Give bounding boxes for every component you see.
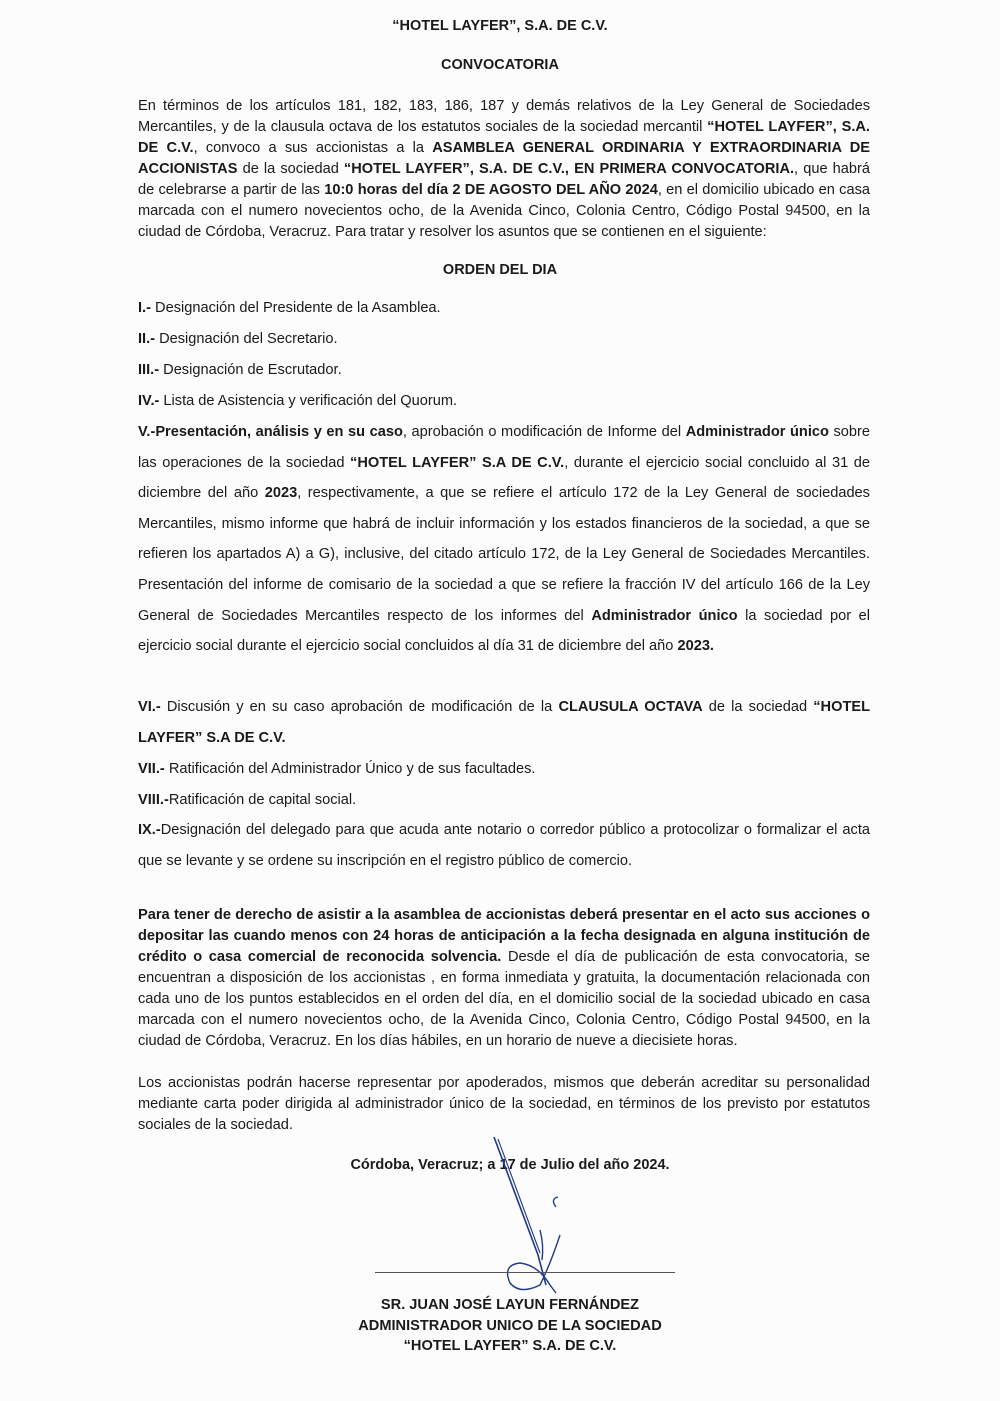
- agenda-item-number: I.-: [138, 300, 151, 316]
- signature-icon: [480, 1135, 590, 1305]
- agenda-item-7: [138, 761, 870, 777]
- agenda-item-text: Designación del delegado para que acuda ante notario o corredor público a protocolizar o formalizar el acta que se levante y se ordene su inscripción en el registro público de comercio.: [138, 822, 870, 869]
- agenda-item-number: VIII.-: [138, 792, 169, 808]
- attendance-paragraph: [138, 905, 870, 1052]
- agenda-bold: Presentación, análisis y en su caso: [155, 424, 403, 440]
- assembly-type: ASAMBLEA GENERAL ORDINARIA Y EXTRAORDINARIA DE ACCIONISTAS: [138, 140, 870, 177]
- agenda-bold: Administrador único: [685, 424, 829, 440]
- agenda-bold: CLAUSULA OCTAVA: [558, 699, 703, 715]
- agenda-item-text: sobre las operaciones de la sociedad: [138, 424, 871, 471]
- intro-text-2: , convoco a sus accionistas a la: [193, 140, 433, 156]
- agenda-item-number: IX.-: [138, 822, 161, 838]
- first-call: “HOTEL LAYFER”, S.A. DE C.V., EN PRIMERA CONVOCATORIA.: [343, 161, 795, 177]
- agenda-item-text: , aprobación o modificación de Informe del: [402, 424, 686, 440]
- agenda-item-text: la sociedad por el ejercicio social durante el ejercicio social concluidos al día 31 de diciembre del año: [138, 607, 871, 655]
- agenda-item-text: Designación de Escrutador.: [159, 362, 342, 378]
- intro-text-5: , en el domicilio ubicado en casa marcada con el numero novecientos ocho, de la Avenida Cinco, Colonia Centro, Código Postal 94500, en la ciudad de Córdoba, Veracruz. Para tratar y resolver los asuntos que se contienen en el siguiente:: [138, 182, 871, 240]
- agenda-item-3: [138, 362, 870, 378]
- agenda-item-number: VI.-: [138, 699, 161, 715]
- attendance-requirement: Para tener de derecho de asistir a la asamblea de accionistas deberá presentar en el acto sus acciones o depositar las cuando menos con 24 horas de anticipación a la fecha designada en alguna institución de crédito o casa comercial de reconocida solvencia.: [138, 907, 870, 965]
- agenda-item-number: III.-: [138, 362, 160, 378]
- agenda-item-text: Lista de Asistencia y verificación del Quorum.: [159, 393, 458, 409]
- meeting-datetime: 10:0 horas del día 2 DE AGOSTO DEL AÑO 2024: [324, 182, 658, 198]
- agenda-item-4: [138, 393, 870, 409]
- agenda-bold: 2023: [264, 485, 298, 502]
- place-date: Córdoba, Veracruz; a 17 de Julio del año 2024.: [350, 1157, 670, 1173]
- agenda-item-5: [138, 417, 870, 662]
- agenda-item-9: [138, 815, 870, 876]
- agenda-item-2: [138, 331, 870, 347]
- company-header: “HOTEL LAYFER”, S.A. DE C.V.: [392, 18, 608, 34]
- agenda-item-text: de la sociedad: [702, 699, 814, 715]
- agenda-item-number: VII.-: [138, 761, 165, 777]
- agenda-item-text: , respectivamente, a que se refiere el artículo 172 de la Ley General de sociedades Mercantiles, mismo informe que habrá de incluir información y los estados financieros de la sociedad, a que se refieren los apartados A) a G), inclusive, del citado artículo 172, de la Ley General de Sociedades Mercantiles. Presentación del informe de comisario de la sociedad a que se refiere la fracción IV del artículo 166 de la Ley General de Sociedades Mercantiles respecto de los informes del: [138, 485, 870, 624]
- agenda-item-8: [138, 792, 870, 808]
- agenda-item-text: , durante el ejercicio social concluido al 31 de diciembre del año: [138, 454, 871, 502]
- agenda-item-1: [138, 300, 870, 316]
- agenda-item-number: IV.-: [138, 393, 160, 409]
- agenda-item-6: [138, 692, 870, 753]
- agenda-bold: “HOTEL LAYFER” S.A DE C.V.: [138, 699, 871, 746]
- agenda-item-text: Designación del Presidente de la Asamblea.: [150, 300, 441, 316]
- intro-text-1: En términos de los artículos 181, 182, 183, 186, 187 y demás relativos de la Ley General de Sociedades Mercantiles, y de la clausula octava de los estatutos sociales de la sociedad mercantil: [138, 98, 870, 135]
- attendance-text: Desde el día de publicación de esta convocatoria, se encuentran a disposición de los accionistas , en forma inmediata y gratuita, la documentación relacionada con cada uno de los puntos establecidos en el orden del día, en el domicilio social de la sociedad ubicado en casa marcada con el numero novecientos ocho, de la Avenida Cinco, Colonia Centro, Código Postal 94500, en la ciudad de Córdoba, Veracruz. En los días hábiles, en un horario de nueve a diecisiete horas.: [138, 949, 870, 1049]
- signer-company: “HOTEL LAYFER” S.A. DE C.V.: [403, 1338, 617, 1354]
- intro-text-4: , que habrá de celebrarse a partir de las: [138, 161, 870, 198]
- proxy-paragraph: Los accionistas podrán hacerse representar por apoderados, mismos que deberán acreditar su personalidad mediante carta poder dirigida al administrador único de la sociedad, en términos de los previsto por estatutos sociales de la sociedad.: [138, 1075, 870, 1133]
- signer-role: ADMINISTRADOR UNICO DE LA SOCIEDAD: [358, 1318, 662, 1334]
- agenda-item-number: V.-: [138, 424, 156, 440]
- agenda-bold: “HOTEL LAYFER” S.A DE C.V.: [350, 454, 565, 471]
- agenda-item-text: Ratificación del Administrador Único y de sus facultades.: [164, 761, 536, 777]
- signature-line: [375, 1272, 675, 1273]
- agenda-item-text: Discusión y en su caso aprobación de modificación de la: [160, 699, 559, 715]
- document-title: CONVOCATORIA: [441, 57, 559, 73]
- agenda-item-text: Ratificación de capital social.: [168, 792, 357, 808]
- intro-text-3: de la sociedad: [237, 161, 344, 177]
- signer-name: SR. JUAN JOSÉ LAYUN FERNÁNDEZ: [380, 1297, 640, 1313]
- agenda-item-number: II.-: [138, 331, 156, 347]
- agenda-heading: ORDEN DEL DIA: [442, 262, 558, 278]
- intro-paragraph: [138, 96, 870, 243]
- agenda-bold: 2023.: [677, 638, 714, 655]
- agenda-bold: Administrador único: [591, 607, 738, 624]
- intro-company-name: “HOTEL LAYFER”, S.A. DE C.V.: [138, 119, 870, 156]
- agenda-item-text: Designación del Secretario.: [155, 331, 338, 347]
